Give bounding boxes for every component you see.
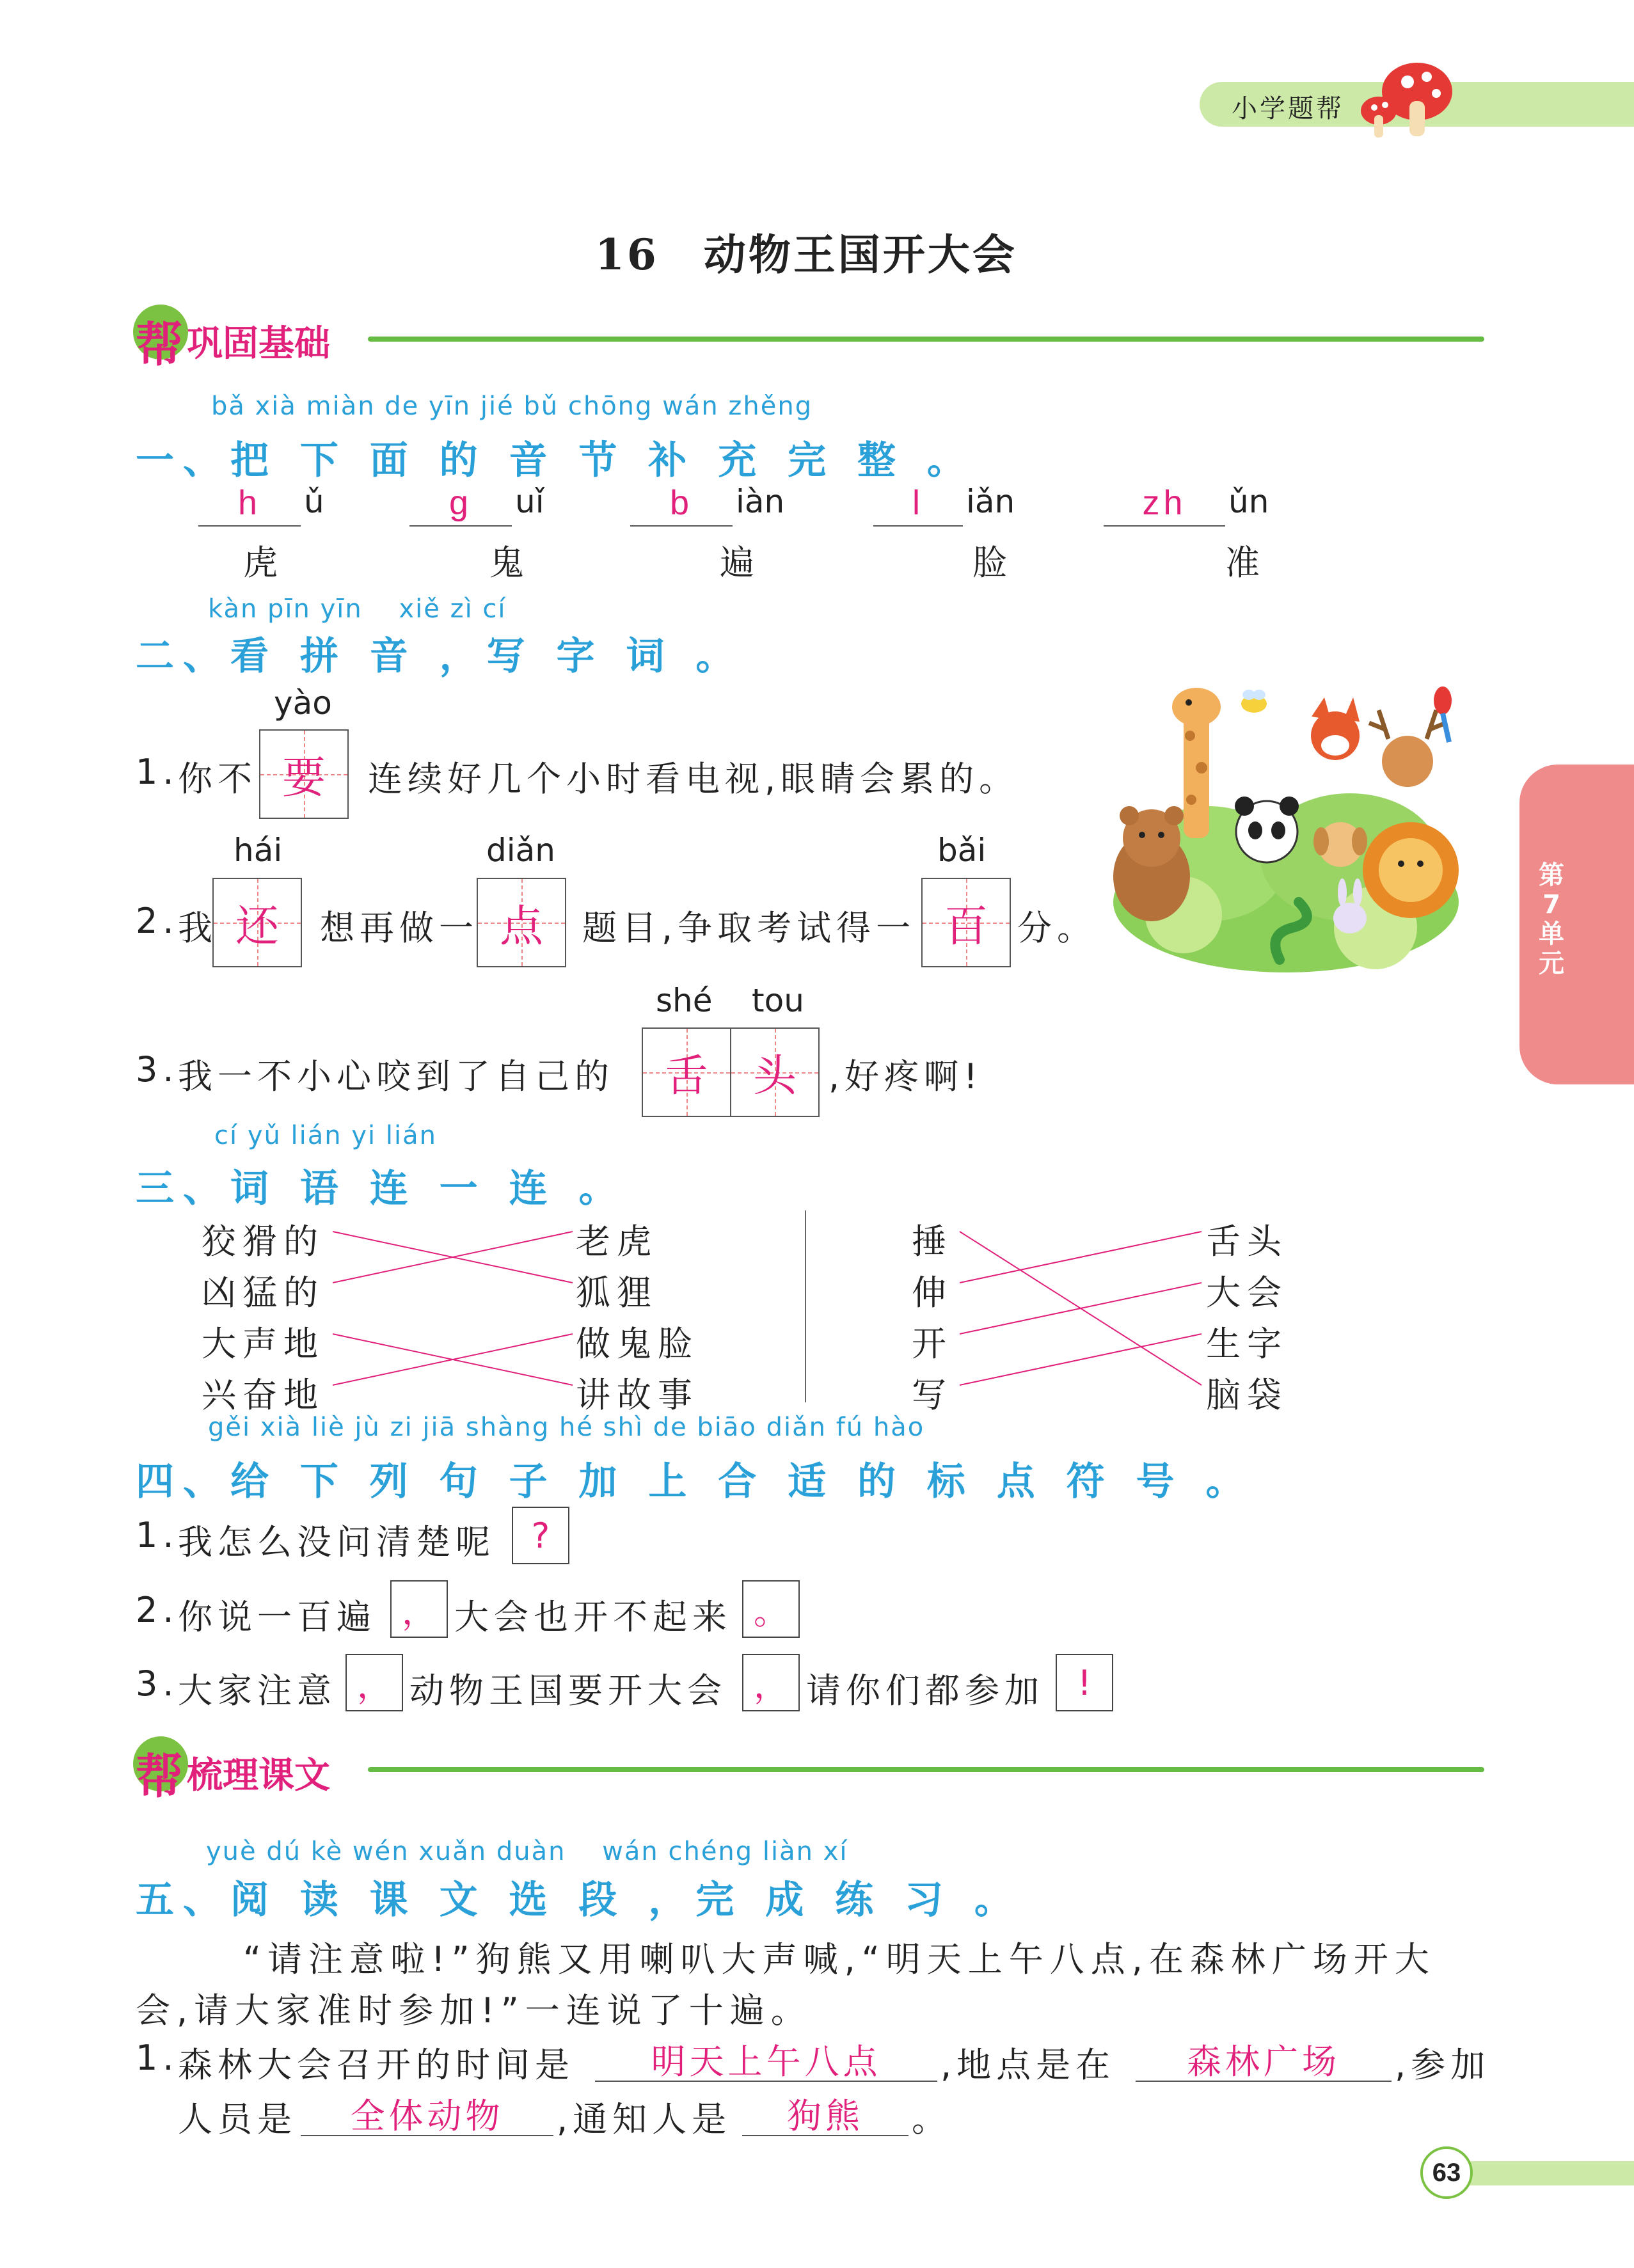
q2-s3-num: 3. xyxy=(136,1049,179,1090)
q4-s2-b: 大会也开不起来 xyxy=(454,1597,732,1637)
q2-s3-answer-2: 头 xyxy=(752,1051,797,1102)
q1-char: 鬼 xyxy=(489,543,530,583)
q2-s3-pinyin-1: shé xyxy=(656,982,713,1019)
q1-rest: iǎn xyxy=(966,483,1015,520)
badge-char: 帮 xyxy=(136,1749,183,1804)
q5-item1-b: ,地点是在 xyxy=(940,2045,1116,2085)
q2-s2-pinyin-1: hái xyxy=(234,832,283,869)
match-line xyxy=(960,1283,1202,1334)
q3-left-b-4: 写 xyxy=(912,1375,953,1415)
q3-right-a-1: 老虎 xyxy=(576,1221,658,1262)
page-number-text: 63 xyxy=(1432,2158,1461,2187)
q5-title: 五、阅 读 课 文 选 段 ，完 成 练 习 。 xyxy=(136,1878,1022,1923)
q3-right-a-3: 做鬼脸 xyxy=(576,1324,699,1364)
q1-char: 遍 xyxy=(720,543,761,583)
q4-s2-mark-box-1[interactable]: ， xyxy=(390,1580,448,1638)
q2-s2-num: 2. xyxy=(136,901,179,941)
q4-s3-a: 大家注意 xyxy=(178,1670,337,1711)
q3-right-b-1: 舌头 xyxy=(1206,1221,1288,1262)
q5-item1-num: 1. xyxy=(136,2038,179,2078)
q1-char: 准 xyxy=(1225,543,1266,583)
q3-right-a-4: 讲故事 xyxy=(576,1375,699,1415)
unit-tab-text xyxy=(1532,860,1571,978)
q3-left-b-1: 捶 xyxy=(912,1221,953,1262)
q4-s2-a: 你说一百遍 xyxy=(178,1597,376,1637)
q2-pinyin: kàn pīn yīn xiě zì cí xyxy=(208,594,507,624)
q2-title: 二、看 拼 音 ，写 字 词 。 xyxy=(136,634,743,679)
q2-s3-answer-1: 舌 xyxy=(664,1051,708,1102)
q2-s1-answer: 要 xyxy=(282,752,326,804)
q3-left-a-3: 大声地 xyxy=(202,1324,324,1364)
q3-left-a-4: 兴奋地 xyxy=(202,1375,324,1415)
q5-pinyin: yuè dú kè wén xuǎn duàn wán chéng liàn xí xyxy=(206,1837,848,1866)
q3-left-a-1: 狡猾的 xyxy=(202,1221,324,1262)
section-divider xyxy=(368,1767,1484,1772)
section-badge-review xyxy=(136,1739,330,1807)
q3-left-b-3: 开 xyxy=(912,1324,953,1364)
q3-left-a-2: 凶猛的 xyxy=(202,1273,324,1313)
q5-answer-place[interactable]: 森林广场 xyxy=(1136,2034,1392,2082)
q2-s3-pinyin-2: tou xyxy=(752,982,804,1019)
q2-s3-after: ,好疼啊! xyxy=(829,1056,983,1097)
section-label: 巩固基础 xyxy=(187,323,330,365)
unit-tab-char: 单 xyxy=(1539,919,1564,949)
q4-s3-mark-box-2[interactable]: ， xyxy=(742,1654,800,1711)
footer-strip xyxy=(1452,2161,1634,2185)
q1-answer[interactable]: l xyxy=(873,483,963,527)
q2-s2-b: 想再做一 xyxy=(320,908,479,948)
q2-s1-after: 连续好几个小时看电视,眼睛会累的。 xyxy=(368,759,1019,799)
q5-item1-a: 森林大会召开的时间是 xyxy=(178,2045,575,2085)
q5-item1-f: 。 xyxy=(912,2099,951,2139)
unit-tab-char: 元 xyxy=(1539,949,1564,978)
q1-char: 虎 xyxy=(243,543,284,583)
q3-right-b-4: 脑袋 xyxy=(1206,1375,1288,1415)
match-line xyxy=(960,1232,1202,1283)
q2-s2-pinyin-2: diǎn xyxy=(486,832,555,869)
q4-s3-b: 动物王国要开大会 xyxy=(409,1670,727,1711)
q2-s2-answer-1: 还 xyxy=(235,901,279,952)
q4-s1-text: 我怎么没问清楚呢 xyxy=(178,1522,495,1562)
q3-pinyin: cí yǔ lián yi lián xyxy=(214,1121,437,1150)
q5-paragraph-line-1: “请注意啦!”狗熊又用喇叭大声喊,“明天上午八点,在森林广场开大 xyxy=(243,1939,1436,1979)
q1-answer[interactable]: zh xyxy=(1104,483,1225,527)
badge-char: 帮 xyxy=(136,317,183,372)
section-label: 梳理课文 xyxy=(187,1755,330,1796)
q1-rest: ǔn xyxy=(1228,483,1269,520)
q3-right-a-2: 狐狸 xyxy=(576,1273,658,1313)
q2-s1-pinyin: yào xyxy=(274,685,332,722)
page-title: 16 动物王国开大会 xyxy=(595,230,1017,280)
q5-answer-people[interactable]: 全体动物 xyxy=(301,2089,553,2136)
q4-s3-c: 请你们都参加 xyxy=(806,1670,1044,1711)
q4-s3-mark-box-1[interactable]: ， xyxy=(345,1654,403,1711)
q1-answer[interactable]: g xyxy=(409,483,512,527)
q2-s2-answer-2: 点 xyxy=(499,901,543,952)
q4-s2-mark-box-2[interactable]: 。 xyxy=(742,1580,800,1638)
match-line xyxy=(960,1334,1202,1385)
q1-char: 脸 xyxy=(972,543,1013,583)
q2-s2-answer-3: 百 xyxy=(944,901,988,952)
q5-paragraph-line-2: 会,请大家准时参加!”一连说了十遍。 xyxy=(136,1990,812,2031)
q5-answer-time[interactable]: 明天上午八点 xyxy=(595,2034,937,2082)
q3-title: 三、词 语 连 一 连 。 xyxy=(136,1166,626,1211)
q4-s1-mark-box[interactable]: ? xyxy=(512,1507,569,1564)
unit-tab-char: 第 xyxy=(1539,860,1564,890)
q4-s3-mark-box-3[interactable]: ! xyxy=(1056,1654,1113,1711)
q1-rest: uǐ xyxy=(515,483,544,520)
q2-s3-before: 我一不小心咬到了自己的 xyxy=(178,1056,614,1097)
q3-right-b-2: 大会 xyxy=(1206,1273,1288,1313)
q4-pinyin: gěi xià liè jù zi jiā shàng hé shì de biāo diǎn fú hào xyxy=(208,1413,925,1442)
header-brand: 小学题帮 xyxy=(1232,94,1344,123)
q1-title: 一、把 下 面 的 音 节 补 充 完 整 。 xyxy=(136,438,974,483)
q2-s2-c: 题目,争取考试得一 xyxy=(582,908,916,948)
q4-s2-num: 2. xyxy=(136,1590,179,1630)
page-number xyxy=(1420,2146,1473,2199)
q5-item1-c: ,参加 xyxy=(1395,2045,1491,2085)
q1-answer[interactable]: b xyxy=(630,483,733,527)
unit-tab-number: 7 xyxy=(1543,890,1560,919)
q3-right-b-3: 生字 xyxy=(1206,1324,1288,1364)
q5-item1-d: 人员是 xyxy=(178,2099,297,2139)
q4-s1-num: 1. xyxy=(136,1515,179,1555)
q1-pinyin: bǎ xià miàn de yīn jié bǔ chōng wán zhěng xyxy=(211,392,813,421)
q5-answer-notifier[interactable]: 狗熊 xyxy=(742,2089,908,2136)
q5-item1-e: ,通知人是 xyxy=(557,2099,732,2139)
q4-s3-num: 3. xyxy=(136,1663,179,1704)
q3-left-b-2: 伸 xyxy=(912,1273,953,1313)
q4-title: 四、给 下 列 句 子 加 上 合 适 的 标 点 符 号 。 xyxy=(136,1459,1253,1504)
q1-rest: iàn xyxy=(736,483,785,520)
q2-s2-d: 分。 xyxy=(1017,908,1097,948)
q1-rest: ǔ xyxy=(304,483,324,520)
q2-s2-pinyin-3: bǎi xyxy=(937,832,987,869)
q2-s1-before: 你不 xyxy=(178,759,257,799)
q2-s1-num: 1. xyxy=(136,752,179,792)
q1-answer[interactable]: h xyxy=(198,483,301,527)
q2-s2-a: 我 xyxy=(178,908,218,948)
